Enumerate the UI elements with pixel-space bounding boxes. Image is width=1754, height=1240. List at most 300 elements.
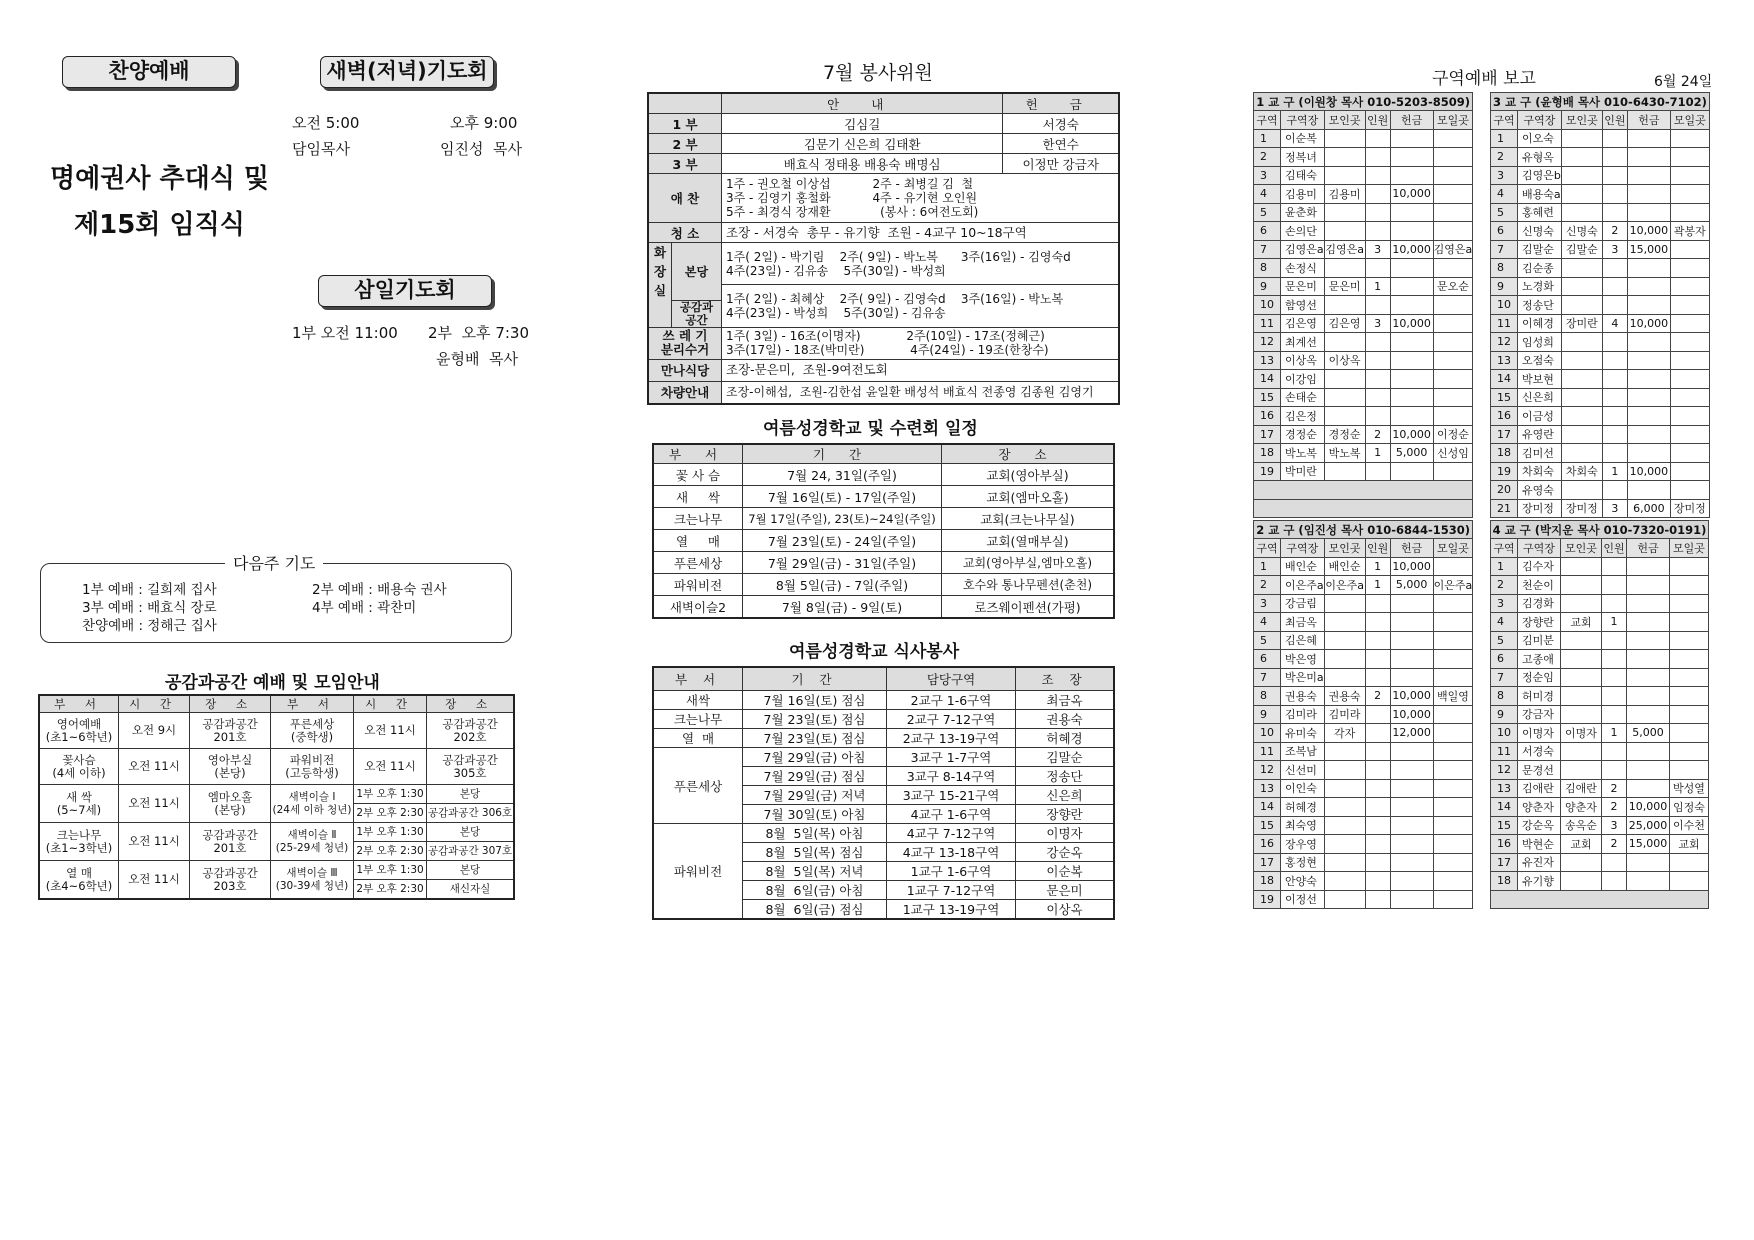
district-cell — [1365, 148, 1390, 167]
svc-cell: 김심길 — [722, 114, 1003, 134]
district-cell: 손정식 — [1281, 259, 1325, 278]
gg-cell: 오전 9시 — [119, 713, 190, 749]
district-cell: 8 — [1254, 259, 1281, 278]
meal-cell: 2교구 1-6구역 — [887, 691, 1016, 710]
district-cell — [1433, 668, 1473, 687]
district-cell: 2 — [1365, 687, 1390, 706]
gg-cell: 1부 오후 1:30 — [354, 823, 427, 842]
district-cell — [1602, 576, 1627, 595]
district-cell: 13 — [1491, 779, 1518, 798]
table-row — [1491, 668, 1709, 687]
district-cell — [1365, 798, 1390, 817]
district-cell: 김애란 — [1561, 779, 1602, 798]
district-cell: 허혜경 — [1281, 798, 1325, 817]
district-col-header: 구역장 — [1518, 111, 1562, 130]
district-cell: 10,000 — [1390, 425, 1433, 444]
district-cell — [1670, 761, 1709, 780]
district-cell: 10 — [1254, 296, 1281, 315]
district-cell: 문오순 — [1433, 277, 1473, 296]
district-cell: 오점숙 — [1518, 351, 1562, 370]
district-cell — [1602, 203, 1627, 222]
district-cell: 박은미a — [1281, 668, 1325, 687]
district-cell: 장향란 — [1518, 613, 1561, 632]
gg-cell: 새신자실 — [427, 880, 515, 900]
svc-label: 2 부 — [648, 134, 722, 154]
district-cell: 10,000 — [1627, 462, 1670, 481]
district-cell — [1324, 668, 1365, 687]
district-cell — [1670, 203, 1709, 222]
gg-cell: 오전 11시 — [119, 823, 190, 861]
district-col-header: 인원 — [1602, 539, 1627, 558]
meal-cell: 이명자 — [1016, 824, 1115, 843]
district-cell — [1390, 222, 1433, 241]
district-cell — [1627, 166, 1670, 185]
district-cell: 17 — [1491, 853, 1518, 872]
district-cell: 이수천 — [1670, 816, 1709, 835]
district-cell: 11 — [1254, 314, 1281, 333]
district-cell — [1324, 203, 1365, 222]
district-cell — [1602, 333, 1627, 352]
district-cell: 박노복 — [1281, 444, 1325, 463]
district-cell: 1 — [1365, 557, 1390, 576]
district-cell: 18 — [1491, 444, 1518, 463]
sch-cell: 교회(엠마오홀) — [942, 486, 1115, 508]
table-row — [1254, 779, 1473, 798]
district-cell: 4 — [1254, 613, 1281, 632]
meal-cell: 7월 29일(금) 저녁 — [743, 786, 887, 805]
district-col-header: 헌금 — [1390, 539, 1433, 558]
district-cell — [1390, 631, 1433, 650]
district-col-header: 모인곳 — [1561, 111, 1602, 130]
district-cell: 최금옥 — [1281, 613, 1325, 632]
district-cell — [1324, 407, 1365, 426]
district-cell: 17 — [1254, 425, 1281, 444]
district-cell: 유영란 — [1518, 425, 1562, 444]
district-cell — [1324, 333, 1365, 352]
district-cell: 14 — [1254, 370, 1281, 389]
district-cell: 10,000 — [1390, 687, 1433, 706]
district-col-header: 구역 — [1491, 111, 1518, 130]
district-cell — [1627, 370, 1670, 389]
sch-cell: 7월 23일(토) - 24일(주일) — [743, 530, 942, 552]
district-cell: 15,000 — [1627, 835, 1670, 854]
district-cell: 장미란 — [1561, 314, 1602, 333]
district-cell: 이은주a — [1281, 576, 1325, 595]
district-cell — [1670, 613, 1709, 632]
table-row — [1491, 761, 1709, 780]
district-cell — [1365, 890, 1390, 909]
district-cell: 1 — [1602, 724, 1627, 743]
table-row — [1254, 613, 1473, 632]
district-cell — [1561, 129, 1602, 148]
prayer-item: 3부 예배 : 배효식 장로 — [82, 600, 217, 616]
meal-cell: 8월 5일(목) 아침 — [743, 824, 887, 843]
district-cell: 6,000 — [1627, 499, 1670, 518]
district-cell — [1365, 370, 1390, 389]
gg-cell: 공감과공간 201호 — [190, 823, 271, 861]
district-cell — [1670, 296, 1709, 315]
district-cell: 7 — [1254, 668, 1281, 687]
district-cell — [1670, 277, 1709, 296]
district-cell: 5 — [1254, 631, 1281, 650]
district-cell — [1561, 185, 1602, 204]
sch-header: 기 간 — [743, 444, 942, 464]
table-row — [1491, 314, 1710, 333]
meal-cell: 7월 16일(토) 점심 — [743, 691, 887, 710]
district-cell — [1324, 779, 1365, 798]
district-cell — [1433, 314, 1473, 333]
meal-cell: 7월 23일(토) 점심 — [743, 729, 887, 748]
sch-cell: 로즈웨이펜션(가평) — [942, 596, 1115, 619]
table-row — [1491, 425, 1710, 444]
district-cell — [1561, 853, 1602, 872]
district-cell: 2 — [1602, 222, 1627, 241]
district-cell: 13 — [1254, 351, 1281, 370]
sch-cell: 새 싹 — [653, 486, 743, 508]
meal-cell: 정송단 — [1016, 767, 1115, 786]
district-cell: 1 — [1602, 613, 1627, 632]
district-cell — [1324, 631, 1365, 650]
prayer-item: 찬양예배 : 정해근 집사 — [82, 618, 217, 634]
svc-label: 1 부 — [648, 114, 722, 134]
sch-cell: 7월 24, 31일(주일) — [743, 464, 942, 486]
district-cell — [1365, 631, 1390, 650]
district-cell: 18 — [1254, 872, 1281, 891]
district-cell: 7 — [1254, 240, 1281, 259]
district-cell — [1602, 185, 1627, 204]
meal-cell: 4교구 7-12구역 — [887, 824, 1016, 843]
district-cell: 홍정현 — [1281, 853, 1325, 872]
district-col-header: 모인곳 — [1324, 539, 1365, 558]
district-cell — [1561, 203, 1602, 222]
svc-cell: 조장-이해섭, 조원-김한섭 윤일환 배성석 배효식 전종영 김종원 김영기 — [722, 381, 1120, 404]
district-col-header: 구역 — [1254, 111, 1281, 130]
district-cell: 유기향 — [1518, 872, 1561, 891]
district-cell: 김말순 — [1518, 240, 1562, 259]
table-row — [1254, 835, 1473, 854]
district-cell: 천순이 — [1518, 576, 1561, 595]
district-cell — [1602, 444, 1627, 463]
district-cell: 2 — [1254, 148, 1281, 167]
district-cell: 교회 — [1561, 613, 1602, 632]
district-cell — [1324, 594, 1365, 613]
district-cell: 1 — [1602, 462, 1627, 481]
district-cell: 김미선 — [1518, 444, 1562, 463]
district-col-header: 모인곳 — [1561, 539, 1602, 558]
svc-cell: 배효식 정태용 배용숙 배명심 — [722, 154, 1003, 174]
district-cell: 14 — [1491, 798, 1518, 817]
district-cell — [1433, 333, 1473, 352]
district-cell — [1365, 835, 1390, 854]
table-row — [1254, 148, 1473, 167]
table-row — [1491, 444, 1710, 463]
district-cell — [1602, 594, 1627, 613]
table-row — [1254, 333, 1473, 352]
gg-header: 장 소 — [427, 695, 515, 713]
table-row — [1491, 557, 1709, 576]
district-cell — [1324, 742, 1365, 761]
gg-cell: 오전 11시 — [354, 749, 427, 785]
district-empty — [1254, 499, 1473, 518]
district-cell: 이인숙 — [1281, 779, 1325, 798]
district-cell — [1627, 779, 1670, 798]
district-cell — [1390, 129, 1433, 148]
district-cell: 5 — [1491, 203, 1518, 222]
district-cell: 13 — [1491, 351, 1518, 370]
district-cell: 19 — [1254, 890, 1281, 909]
district-cell — [1602, 687, 1627, 706]
district-cell — [1670, 185, 1709, 204]
district-cell: 김영은a — [1281, 240, 1325, 259]
sch-cell: 7월 8일(금) - 9일(토) — [743, 596, 942, 619]
meal-cell: 3교구 8-14구역 — [887, 767, 1016, 786]
district-cell — [1561, 407, 1602, 426]
table-row — [1254, 798, 1473, 817]
district-cell — [1324, 296, 1365, 315]
district-cell — [1561, 705, 1602, 724]
district-cell — [1627, 761, 1670, 780]
meal-cell: 3교구 15-21구역 — [887, 786, 1016, 805]
district-cell — [1433, 853, 1473, 872]
district-cell: 김영은a — [1433, 240, 1473, 259]
district-cell: 5 — [1254, 203, 1281, 222]
sch-cell: 7월 16일(토) - 17일(주일) — [743, 486, 942, 508]
district-cell — [1670, 148, 1709, 167]
svc-cell: 조장-문은미, 조원-9여전도회 — [722, 359, 1120, 381]
sch-cell: 호수와 통나무펜션(춘천) — [942, 574, 1115, 596]
district-col-header: 헌금 — [1627, 111, 1670, 130]
table-row — [1254, 277, 1473, 296]
district-cell: 유영숙 — [1518, 481, 1562, 500]
district-cell: 정복녀 — [1281, 148, 1325, 167]
district-cell — [1390, 835, 1433, 854]
district-cell — [1365, 259, 1390, 278]
district-cell — [1627, 872, 1670, 891]
svc-header: 헌 금 — [1003, 93, 1119, 114]
meal-dept: 푸른세상 — [653, 748, 743, 824]
district-cell — [1561, 351, 1602, 370]
district-cell — [1670, 557, 1709, 576]
district-cell — [1324, 835, 1365, 854]
district-cell: 17 — [1254, 853, 1281, 872]
district-cell — [1670, 166, 1709, 185]
district-cell — [1433, 872, 1473, 891]
district-cell — [1561, 594, 1602, 613]
district-cell — [1390, 798, 1433, 817]
sch-cell: 8월 5일(금) - 7일(주일) — [743, 574, 942, 596]
table-row — [1491, 724, 1709, 743]
district-empty — [1254, 481, 1473, 500]
next-week-prayer-title: 다음주 기도 — [225, 551, 323, 574]
gg-cell: 크는나무 (초1~3학년) — [39, 823, 119, 861]
meal-dept: 열 매 — [653, 729, 743, 748]
district-cell: 14 — [1491, 370, 1518, 389]
district-cell: 신은희 — [1518, 388, 1562, 407]
district-cell — [1670, 388, 1709, 407]
district-cell — [1433, 222, 1473, 241]
district-cell — [1324, 816, 1365, 835]
district-cell — [1670, 444, 1709, 463]
district-cell — [1627, 185, 1670, 204]
sch-cell: 7월 17일(주일), 23(토)~24일(주일) — [743, 508, 942, 530]
district-cell — [1602, 650, 1627, 669]
table-row — [1491, 835, 1709, 854]
district-cell — [1602, 277, 1627, 296]
district-cell — [1433, 462, 1473, 481]
district-cell: 김영은b — [1518, 166, 1562, 185]
district-cell: 25,000 — [1627, 816, 1670, 835]
table-row — [1491, 872, 1709, 891]
district-cell — [1670, 129, 1709, 148]
gg-cell: 새 싹 (5~7세) — [39, 785, 119, 823]
district-cell: 이오숙 — [1518, 129, 1562, 148]
district-cell: 교회 — [1561, 835, 1602, 854]
table-row — [1254, 314, 1473, 333]
district-cell: 신성임 — [1433, 444, 1473, 463]
district-cell — [1365, 872, 1390, 891]
district-cell — [1627, 444, 1670, 463]
meal-cell: 4교구 13-18구역 — [887, 843, 1016, 862]
district-cell: 18 — [1254, 444, 1281, 463]
district-cell — [1390, 742, 1433, 761]
district-cell — [1365, 296, 1390, 315]
gg-header: 장 소 — [190, 695, 271, 713]
district-cell — [1627, 576, 1670, 595]
district-cell: 박노복 — [1324, 444, 1365, 463]
district-cell — [1561, 481, 1602, 500]
district-cell: 6 — [1491, 222, 1518, 241]
district-cell — [1602, 129, 1627, 148]
district-col-header: 구역 — [1491, 539, 1518, 558]
table-row — [1254, 650, 1473, 669]
meal-cell: 문은미 — [1016, 881, 1115, 900]
district-cell: 조복남 — [1281, 742, 1325, 761]
district-cell: 3 — [1602, 816, 1627, 835]
district-cell — [1390, 370, 1433, 389]
district-cell — [1670, 668, 1709, 687]
gg-cell: 본당 — [427, 785, 515, 804]
district-cell — [1602, 557, 1627, 576]
district-cell: 송옥순 — [1561, 816, 1602, 835]
table-row — [1491, 779, 1709, 798]
district-cell — [1390, 203, 1433, 222]
meal-header: 부 서 — [653, 667, 743, 691]
district-cell — [1561, 557, 1602, 576]
meal-dept: 크는나무 — [653, 710, 743, 729]
table-row — [1254, 631, 1473, 650]
svc-label: 쓰 레 기 분리수거 — [648, 327, 722, 359]
table-row — [1491, 462, 1710, 481]
district-cell — [1627, 481, 1670, 500]
district-cell: 9 — [1491, 705, 1518, 724]
table-row — [1254, 872, 1473, 891]
district-cell: 김영은a — [1324, 240, 1365, 259]
district-cell — [1627, 631, 1670, 650]
district-cell: 14 — [1254, 798, 1281, 817]
district-cell: 차회숙 — [1561, 462, 1602, 481]
district-empty — [1491, 890, 1709, 909]
district-cell: 서경숙 — [1518, 742, 1561, 761]
district-cell — [1365, 351, 1390, 370]
svc-cell: 김문기 신은희 김태환 — [722, 134, 1003, 154]
district-cell — [1627, 388, 1670, 407]
district-cell — [1561, 631, 1602, 650]
meal-cell: 3교구 1-7구역 — [887, 748, 1016, 767]
dawn-prayer-label: 새벽(저녁)기도회 — [320, 56, 494, 88]
district-cell — [1670, 853, 1709, 872]
district-cell — [1433, 705, 1473, 724]
district-title: 3 교 구 (윤형배 목사 010-6430-7102) — [1491, 93, 1710, 111]
district-cell — [1324, 650, 1365, 669]
table-row — [1491, 650, 1709, 669]
svc-cell: 조장 - 서경숙 총무 - 유기향 조원 - 4교구 10~18구역 — [722, 223, 1120, 243]
district-cell: 강금림 — [1281, 594, 1325, 613]
district-title: 4 교 구 (박지운 목사 010-7320-0191) — [1491, 521, 1709, 539]
svc-cell: 1주( 2일) - 최혜상 2주( 9일) - 김영숙d 3주(16일) - 박노복 4주(23일) - 박성희 5주(30일) - 김유송 — [722, 285, 1120, 327]
meal-cell: 1교구 13-19구역 — [887, 900, 1016, 920]
meal-cell: 4교구 1-6구역 — [887, 805, 1016, 824]
district-cell: 2 — [1491, 148, 1518, 167]
district-cell — [1670, 259, 1709, 278]
district-cell — [1433, 166, 1473, 185]
meal-cell: 김말순 — [1016, 748, 1115, 767]
table-row — [1491, 370, 1710, 389]
district-cell — [1324, 370, 1365, 389]
district-cell — [1602, 388, 1627, 407]
district-cell: 배인순 — [1281, 557, 1325, 576]
district-cell: 김미라 — [1281, 705, 1325, 724]
district-cell — [1627, 351, 1670, 370]
district-cell — [1390, 407, 1433, 426]
table-row — [1254, 742, 1473, 761]
gg-cell: 파워비전 (고등학생) — [271, 749, 354, 785]
district-cell: 2 — [1365, 425, 1390, 444]
district-cell — [1390, 148, 1433, 167]
wednesday-time-1: 1부 오전 11:00 — [292, 324, 398, 342]
district-cell: 9 — [1254, 277, 1281, 296]
table-row — [1491, 277, 1710, 296]
district-cell — [1433, 835, 1473, 854]
svc-cell: 1주 - 권오철 이상섭 2주 - 최병길 김 철 3주 - 김영기 홍철화 4주 - 유기현 오인원 5주 - 최경식 장재환 (봉사 : 6여전도회) — [722, 174, 1120, 223]
district-col-header: 구역장 — [1281, 111, 1325, 130]
sch-cell: 교회(영아부실) — [942, 464, 1115, 486]
chanyang-worship-label: 찬양예배 — [62, 56, 236, 88]
district-col-header: 구역 — [1254, 539, 1281, 558]
district-cell — [1561, 872, 1602, 891]
district-cell — [1433, 370, 1473, 389]
district-cell: 홍혜련 — [1518, 203, 1562, 222]
district-cell — [1324, 222, 1365, 241]
district-cell: 15 — [1254, 816, 1281, 835]
district-cell — [1602, 742, 1627, 761]
dawn-leader-2: 임진성 목사 — [440, 140, 522, 158]
restroom-label-filler — [649, 300, 672, 327]
district-cell: 이명자 — [1518, 724, 1561, 743]
district-cell — [1324, 259, 1365, 278]
district-cell: 각자 — [1324, 724, 1365, 743]
district-cell — [1627, 203, 1670, 222]
sch-cell: 교회(열매부실) — [942, 530, 1115, 552]
meal-cell: 권용숙 — [1016, 710, 1115, 729]
sch-cell: 크는나무 — [653, 508, 743, 530]
district-cell: 문경선 — [1518, 761, 1561, 780]
meal-cell: 7월 23일(토) 점심 — [743, 710, 887, 729]
district-cell: 13 — [1254, 779, 1281, 798]
district-col-header: 구역장 — [1281, 539, 1325, 558]
meal-cell: 8월 6일(금) 아침 — [743, 881, 887, 900]
district-cell — [1390, 277, 1433, 296]
district-cell: 함영선 — [1281, 296, 1325, 315]
